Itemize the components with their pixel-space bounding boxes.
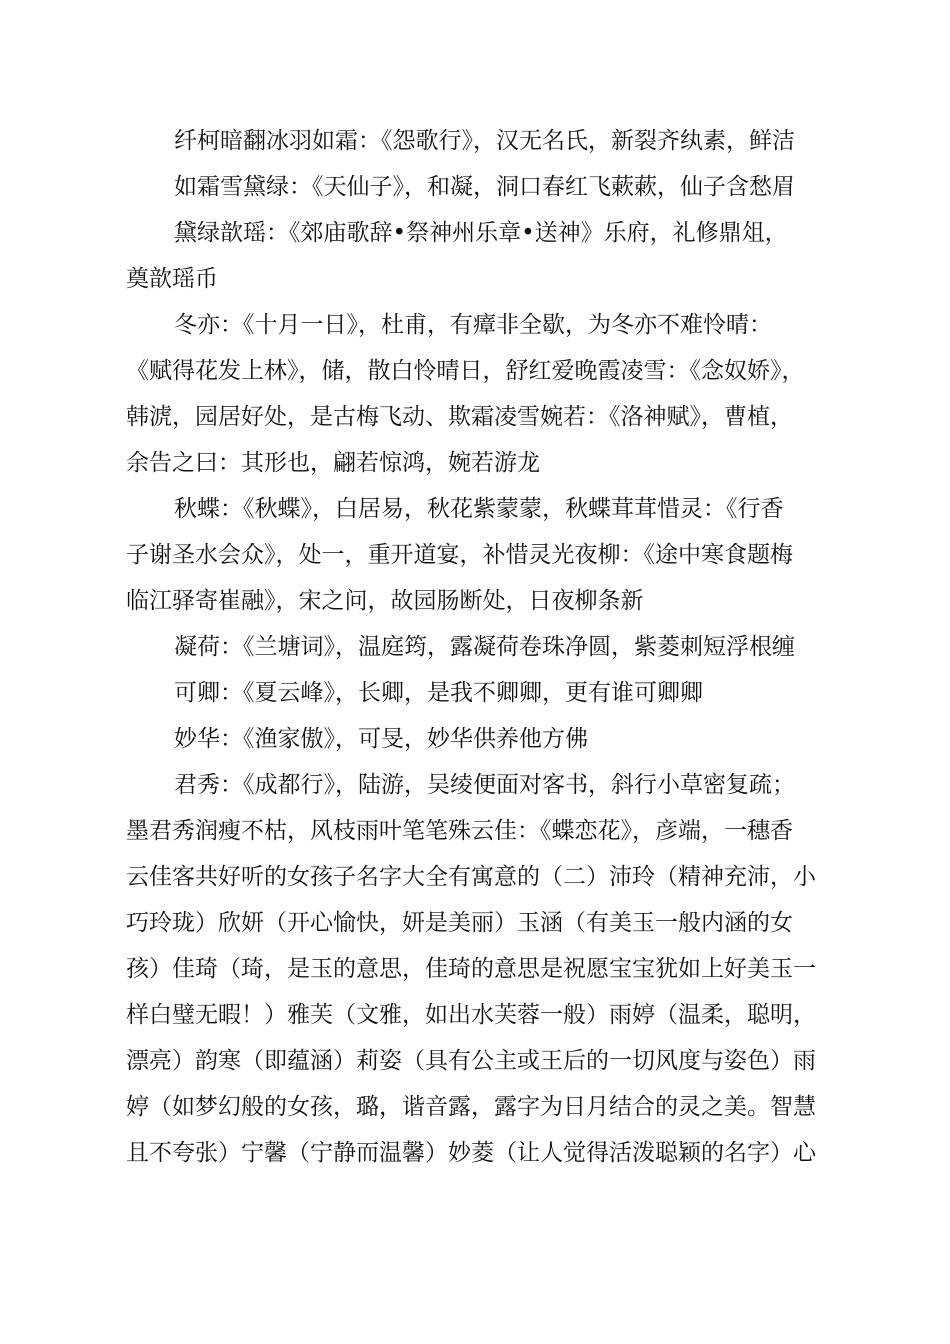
paragraph bbox=[126, 624, 838, 670]
text-line: 韩淲，园居好处，是古梅飞动、欺霜凌雪婉若：《洛神赋》，曹植， bbox=[126, 404, 793, 430]
text-line: 可卿：《夏云峰》，长卿，是我不卿卿，更有谁可卿卿 bbox=[174, 680, 703, 706]
text-line: 秋蝶：《秋蝶》，白居易，秋花紫蒙蒙，秋蝶茸茸惜灵：《行香 bbox=[174, 496, 784, 522]
text-line: 婷（如梦幻般的女孩，璐，谐音露，露字为日月结合的灵之美。智慧 bbox=[126, 1094, 816, 1120]
paragraph bbox=[126, 164, 838, 210]
text-line: 且不夸张）宁馨（宁静而温馨）妙菱（让人觉得活泼聪颖的名字）心 bbox=[126, 1140, 816, 1166]
text-line: 妙华：《渔家傲》，可旻，妙华供养他方佛 bbox=[174, 726, 588, 752]
text-line: 君秀：《成都行》，陆游，吴绫便面对客书，斜行小草密复疏； bbox=[174, 772, 795, 798]
paragraph bbox=[126, 762, 838, 1176]
text-line: 巧玲珑）欣妍（开心愉快，妍是美丽）玉涵（有美玉一般内涵的女 bbox=[126, 910, 793, 936]
paragraph bbox=[126, 118, 838, 164]
text-line: 子谢圣水会众》，处一，重开道宴，补惜灵光夜柳：《途中寒食题梅 bbox=[126, 542, 793, 568]
text-line: 纤柯暗翻冰羽如霜：《怨歌行》，汉无名氏，新裂齐纨素，鲜洁 bbox=[174, 128, 795, 154]
text-line: 黛绿歆瑶：《郊庙歌辞•祭神州乐章•送神》乐府，礼修鼎俎， bbox=[174, 220, 788, 246]
paragraph bbox=[126, 210, 838, 302]
paragraph bbox=[126, 302, 838, 486]
text-line: 余告之曰：其形也，翩若惊鸿，婉若游龙 bbox=[126, 450, 540, 476]
text-line: 《赋得花发上林》，储，散白怜晴日，舒红爱晚霞凌雪：《念奴娇》， bbox=[126, 358, 805, 384]
text-line: 墨君秀润瘦不枯，风枝雨叶笔笔殊云佳：《蝶恋花》，彦端，一穗香 bbox=[126, 818, 793, 844]
text-line: 凝荷：《兰塘词》，温庭筠，露凝荷卷珠净圆，紫菱刺短浮根缠 bbox=[174, 634, 795, 660]
text-line: 冬亦：《十月一日》，杜甫，有瘴非全歇，为冬亦不难怜晴： bbox=[174, 312, 772, 338]
text-line: 样白璧无暇！）雅芙（文雅，如出水芙蓉一般）雨婷（温柔，聪明， bbox=[126, 1002, 816, 1028]
body-text bbox=[126, 118, 838, 1176]
paragraph bbox=[126, 716, 838, 762]
text-line: 云佳客共好听的女孩子名字大全有寓意的（二）沛玲（精神充沛，小 bbox=[126, 864, 816, 890]
text-line: 奠歆瑶币 bbox=[126, 266, 218, 292]
paragraph bbox=[126, 486, 838, 624]
text-line: 如霜雪黛绿：《天仙子》，和凝，洞口春红飞蔌蔌，仙子含愁眉 bbox=[174, 174, 795, 200]
text-line: 漂亮）韵寒（即蕴涵）莉姿（具有公主或王后的一切风度与姿色）雨 bbox=[126, 1048, 816, 1074]
text-line: 临江驿寄崔融》，宋之问，故园肠断处，日夜柳条新 bbox=[126, 588, 644, 614]
text-line: 孩）佳琦（琦，是玉的意思，佳琦的意思是祝愿宝宝犹如上好美玉一 bbox=[126, 956, 816, 982]
paragraph bbox=[126, 670, 838, 716]
